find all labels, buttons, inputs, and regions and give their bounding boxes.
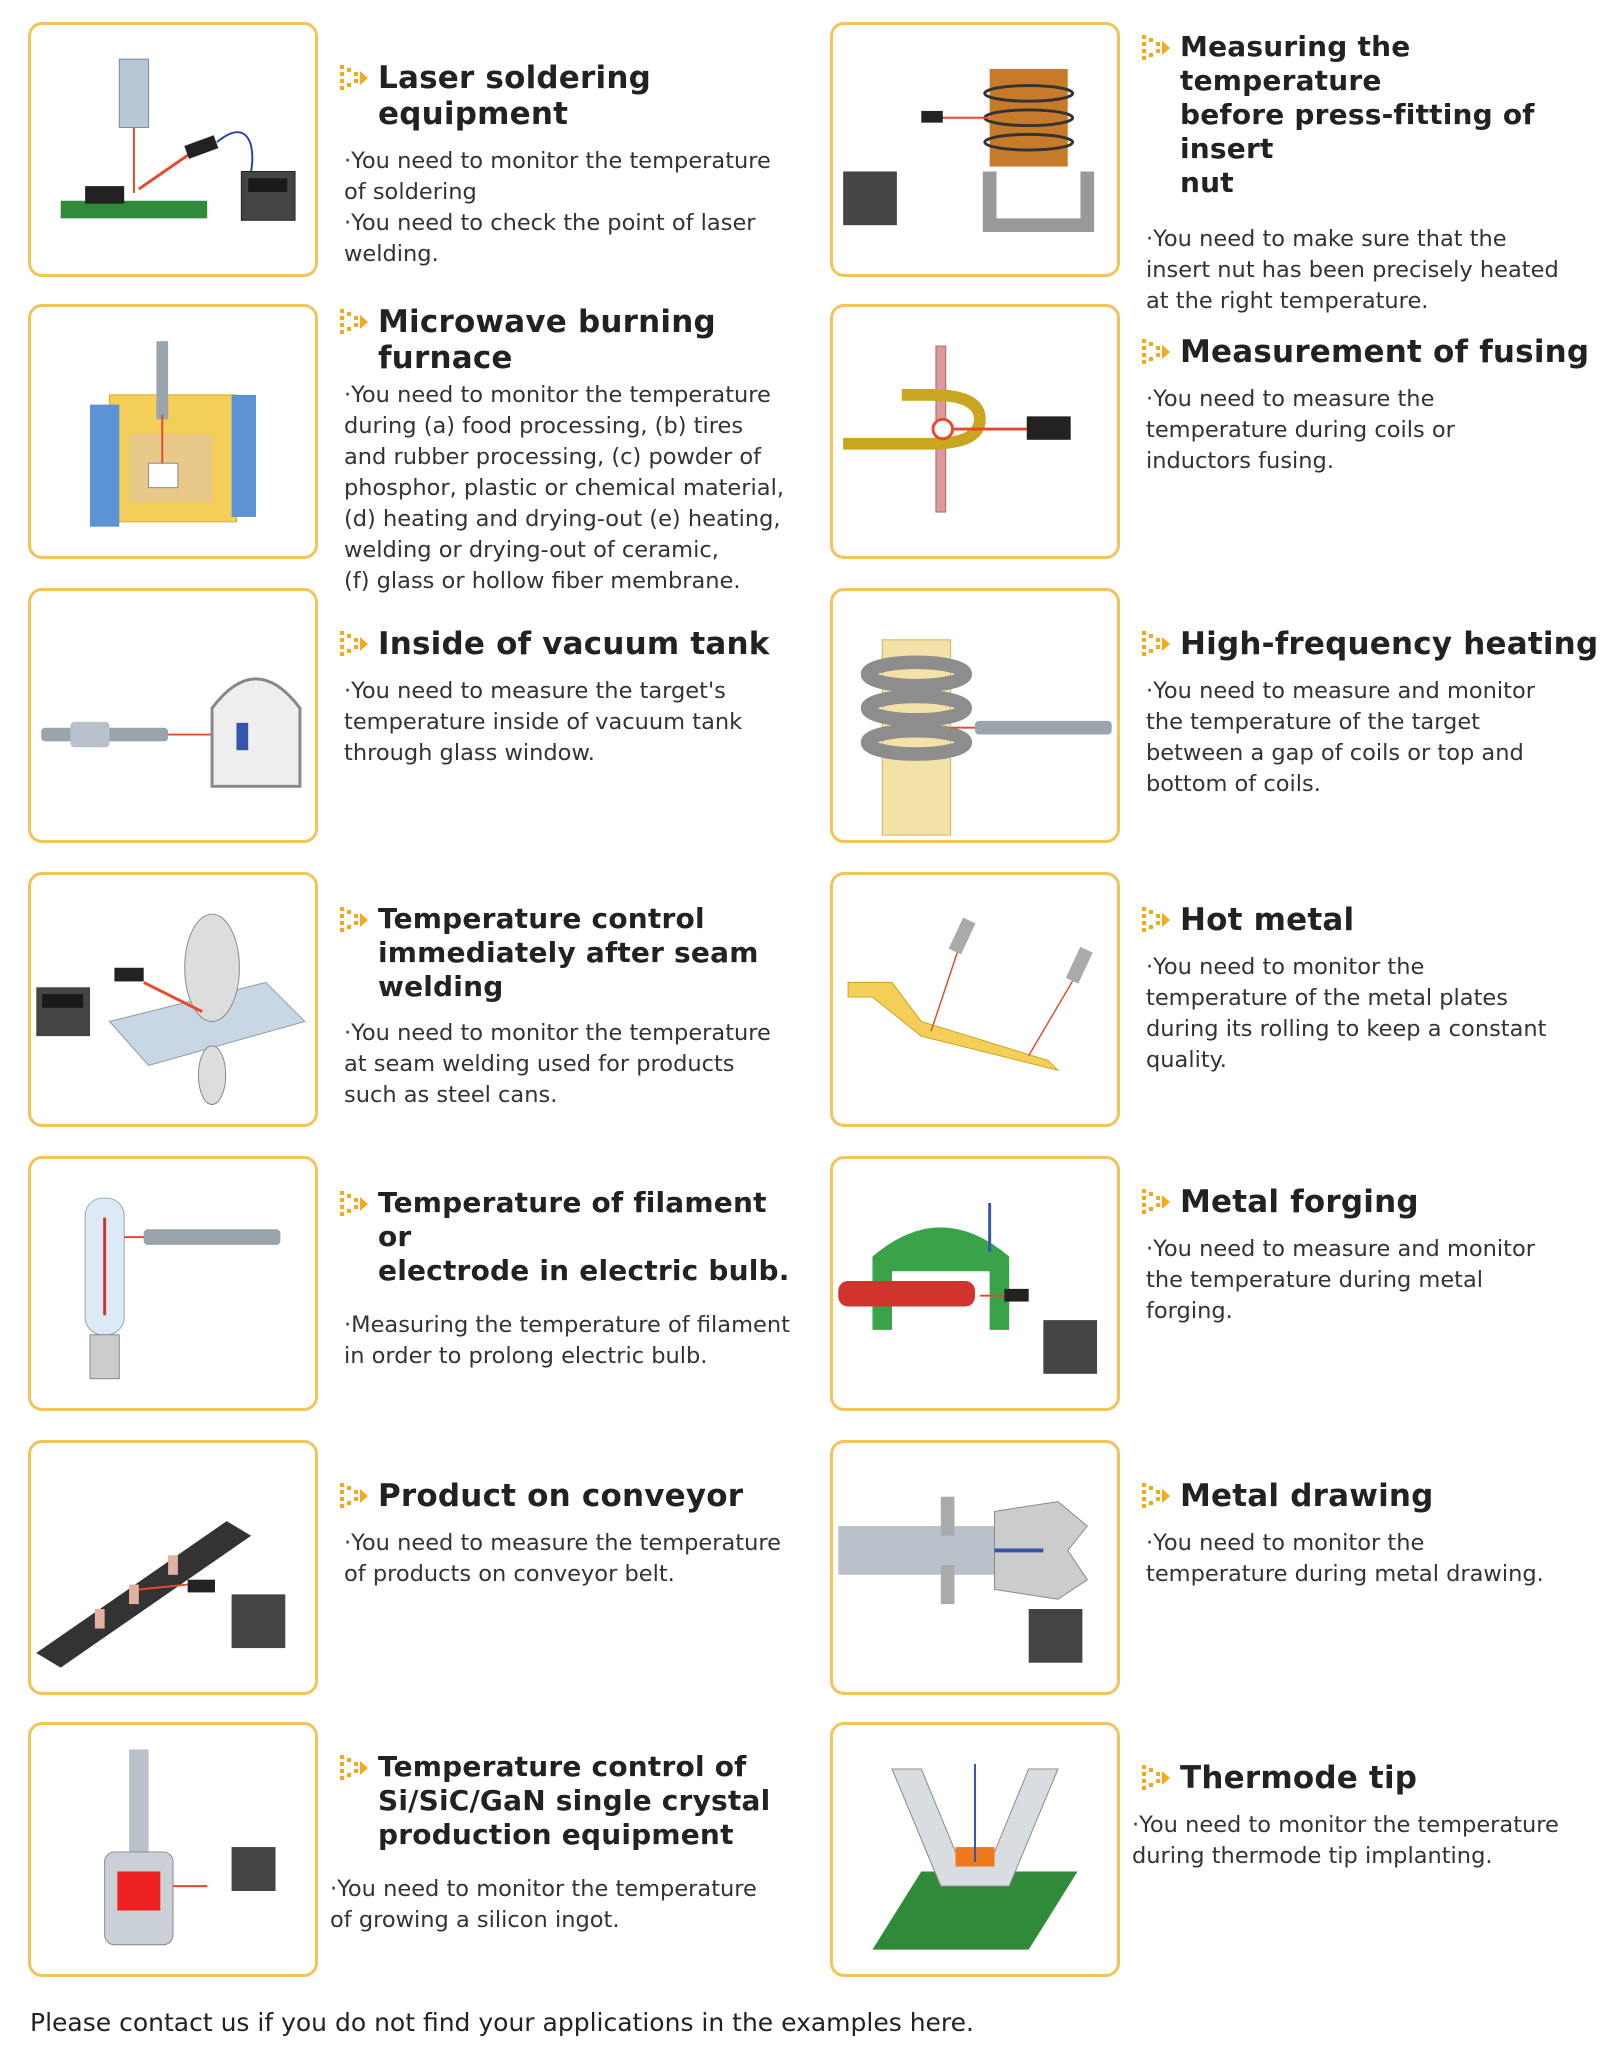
card-description: ·You need to measure and monitor the temperature during metal forging. (1146, 1236, 1536, 1324)
application-card-laser-soldering (28, 22, 828, 287)
application-card-microwave-furnace (28, 304, 828, 594)
card-title (340, 902, 800, 1004)
card-description: ·You need to monitor the temperature of growing a silicon ingot. (330, 1876, 757, 1933)
card-description: ·You need to monitor the temperature during (a) food processing, (b) tires and rubber processing, (c) powder of phosphor, plastic or chemical material, (d) heating and drying-out (e) heating, welding or drying-out of ceramic, (f) glass or hollow fiber membrane. (344, 382, 784, 594)
card-description: ·You need to measure the temperature during coils or inductors fusing. (1146, 386, 1455, 474)
card-title-text: Temperature control of Si/SiC/GaN single crystal production equipment (378, 1750, 771, 1851)
card-description: ·You need to monitor the temperature of soldering ·You need to check the point of laser welding. (344, 148, 771, 267)
orange-arrow-icon (340, 307, 368, 337)
card-title (1142, 1760, 1600, 1796)
application-card-electric-bulb (28, 1156, 828, 1421)
card-title-text: Temperature control immediately after seam welding (378, 902, 759, 1003)
card-title-text: Temperature of filament or electrode in electric bulb. (378, 1186, 790, 1287)
orange-arrow-icon (1142, 1187, 1170, 1217)
application-card-vacuum-tank (28, 588, 828, 853)
card-description: ·You need to measure and monitor the temperature of the target between a gap of coils or top and bottom of coils. (1146, 678, 1536, 797)
application-card-fusing (830, 304, 1600, 569)
card-description: ·You need to measure the target's temperature inside of vacuum tank through glass window. (344, 678, 743, 766)
card-title (1142, 334, 1600, 370)
card-title (340, 304, 800, 376)
orange-arrow-icon (340, 1753, 368, 1783)
application-card-metal-drawing (830, 1440, 1600, 1705)
card-title-text: Measuring the temperature before press-fitting of insert nut (1180, 30, 1535, 199)
metal-forging-illustration (830, 1156, 1120, 1411)
orange-arrow-icon (1142, 337, 1170, 367)
contact-footer-note: Please contact us if you do not find your applications in the examples here. (30, 2008, 974, 2037)
card-title (1142, 1184, 1600, 1220)
card-title (1142, 626, 1600, 662)
application-card-metal-forging (830, 1156, 1600, 1421)
card-title (1142, 1478, 1600, 1514)
card-title (1142, 902, 1600, 938)
thermode-tip-illustration (830, 1722, 1120, 1977)
insert-nut-illustration (830, 22, 1120, 277)
application-card-seam-welding (28, 872, 828, 1137)
laser-soldering-illustration (28, 22, 318, 277)
card-title (340, 60, 800, 132)
metal-drawing-illustration (830, 1440, 1120, 1695)
fusing-illustration (830, 304, 1120, 559)
orange-arrow-icon (340, 905, 368, 935)
card-title-text: Product on conveyor (378, 1478, 744, 1514)
electric-bulb-illustration (28, 1156, 318, 1411)
card-title (340, 1750, 800, 1852)
seam-welding-illustration (28, 872, 318, 1127)
card-description: ·You need to measure the temperature of products on conveyor belt. (344, 1530, 781, 1587)
card-title-text: Laser soldering equipment (378, 60, 651, 132)
card-title-text: Hot metal (1180, 902, 1355, 938)
card-title (1142, 30, 1600, 200)
application-card-high-frequency (830, 588, 1600, 853)
hot-metal-illustration (830, 872, 1120, 1127)
card-title-text: Metal forging (1180, 1184, 1419, 1220)
orange-arrow-icon (340, 629, 368, 659)
application-card-conveyor (28, 1440, 828, 1705)
card-description: ·You need to monitor the temperature during thermode tip implanting. (1132, 1812, 1559, 1869)
card-title (340, 1478, 800, 1514)
crystal-furnace-illustration (28, 1722, 318, 1977)
application-card-thermode-tip (830, 1722, 1600, 1987)
high-frequency-illustration (830, 588, 1120, 843)
card-description: ·You need to monitor the temperature of the metal plates during its rolling to keep a constant quality. (1146, 954, 1547, 1073)
application-card-crystal-production (28, 1722, 828, 1987)
card-title-text: Microwave burning furnace (378, 304, 716, 376)
card-title (340, 1186, 800, 1288)
card-title-text: High-frequency heating (1180, 626, 1599, 662)
orange-arrow-icon (340, 1189, 368, 1219)
application-card-insert-nut (830, 22, 1600, 314)
card-description: ·Measuring the temperature of filament in order to prolong electric bulb. (344, 1312, 790, 1369)
card-title-text: Measurement of fusing (1180, 334, 1590, 370)
application-card-hot-metal (830, 872, 1600, 1137)
microwave-furnace-illustration (28, 304, 318, 559)
card-description: ·You need to make sure that the insert nut has been precisely heated at the right temperature. (1146, 226, 1559, 314)
orange-arrow-icon (340, 63, 368, 93)
orange-arrow-icon (1142, 905, 1170, 935)
card-title-text: Inside of vacuum tank (378, 626, 770, 662)
conveyor-illustration (28, 1440, 318, 1695)
card-description: ·You need to monitor the temperature at seam welding used for products such as steel cans. (344, 1020, 771, 1108)
card-title-text: Metal drawing (1180, 1478, 1434, 1514)
orange-arrow-icon (1142, 629, 1170, 659)
orange-arrow-icon (340, 1481, 368, 1511)
orange-arrow-icon (1142, 1481, 1170, 1511)
vacuum-tank-illustration (28, 588, 318, 843)
orange-arrow-icon (1142, 33, 1170, 63)
orange-arrow-icon (1142, 1763, 1170, 1793)
card-title (340, 626, 800, 662)
card-title-text: Thermode tip (1180, 1760, 1418, 1796)
card-description: ·You need to monitor the temperature during metal drawing. (1146, 1530, 1544, 1587)
